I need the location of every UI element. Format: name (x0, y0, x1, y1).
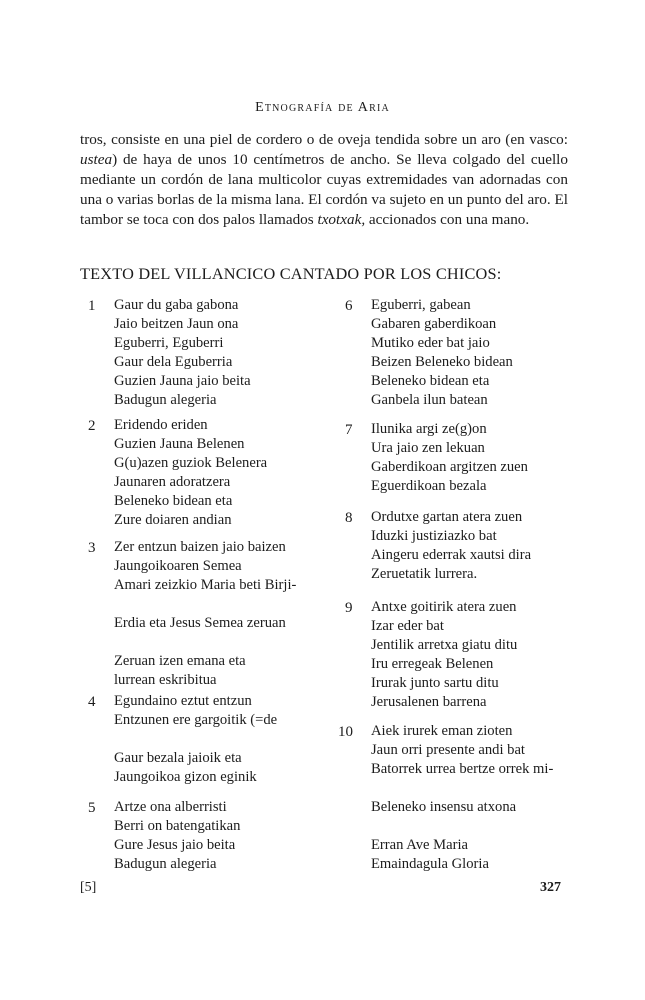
verse-line: Eridendo eriden (114, 417, 208, 433)
verse-line: Beleneko insensu atxona (371, 799, 517, 815)
verse-line: Ura jaio zen lekuan (371, 440, 485, 456)
verse-line: Izar eder bat (371, 618, 444, 634)
verse-number: 6 (345, 298, 353, 314)
verse-line: Gaur du gaba gabona (114, 297, 239, 313)
verse-line: Gaberdikoan argitzen zuen (371, 459, 528, 475)
section-marker: [5] (80, 880, 97, 895)
verse-line: Eguberri, gabean (371, 297, 471, 313)
verse-number: 3 (88, 540, 96, 556)
verse-line: Jaio beitzen Jaun ona (114, 316, 239, 332)
verse-line: Irurak junto sartu ditu (371, 675, 499, 691)
verse-line: Jaunaren adoratzera (114, 474, 231, 490)
verse-line: Zer entzun baizen jaio baizen (114, 539, 286, 555)
verse-line: Aingeru ederrak xautsi dira (371, 547, 532, 563)
verse-line: Beleneko bidean eta (371, 373, 490, 389)
verse-number: 9 (345, 600, 353, 616)
verse-line: Beleneko bidean eta (114, 493, 233, 509)
verse-line: Entzunen ere gargoitik (=de (114, 712, 278, 728)
verse-line: Ilunika argi ze(g)on (371, 421, 487, 437)
verse-number: 1 (88, 298, 96, 314)
verse-line: Jerusalenen barrena (371, 694, 487, 710)
verse-line: Jentilik arretxa giatu ditu (371, 637, 518, 653)
verse-line: Antxe goitirik atera zuen (371, 599, 517, 615)
verse-line: Gaur dela Eguberria (114, 354, 233, 370)
verse-line: Gaur bezala jaioik eta (114, 750, 242, 766)
verse-line: Emaindagula Gloria (371, 856, 489, 872)
verse-line: lurrean eskribitua (114, 672, 217, 688)
verse-line: Erdia eta Jesus Semea zeruan (114, 615, 286, 631)
verse-line: Batorrek urrea bertze orrek mi- (371, 761, 554, 777)
verse-line: Iru erregeak Belenen (371, 656, 494, 672)
verse-line: Mutiko eder bat jaio (371, 335, 490, 351)
page-number: 327 (540, 880, 561, 895)
verse-number: 7 (345, 422, 353, 438)
section-title: TEXTO DEL VILLANCICO CANTADO POR LOS CHICOS: (80, 264, 502, 283)
verse-line: Eguerdikoan bezala (371, 478, 487, 494)
verse-line: Egundaino eztut entzun (114, 693, 252, 709)
verse-line: Badugun alegeria (114, 392, 217, 408)
verse-line: Aiek irurek eman zioten (371, 723, 513, 739)
verse-line: Gabaren gaberdikoan (371, 316, 497, 332)
verse-number: 2 (88, 418, 96, 434)
verse-line: Guzien Jauna Belenen (114, 436, 245, 452)
verse-line: Jaungoikoa gizon eginik (114, 769, 257, 785)
verse-number: 5 (88, 800, 96, 816)
verse-line: G(u)azen guziok Belenera (114, 455, 268, 471)
verse-line: Beizen Beleneko bidean (371, 354, 513, 370)
verse-line: Badugun alegeria (114, 856, 217, 872)
verse-line: Iduzki justiziazko bat (371, 528, 497, 544)
verse-line: Erran Ave Maria (371, 837, 468, 853)
verse-line: Gure Jesus jaio beita (114, 837, 236, 853)
verse-number: 8 (345, 510, 353, 526)
verse-number: 4 (88, 694, 96, 710)
verse-line: Jaungoikoaren Semea (114, 558, 242, 574)
verse-line: Zeruan izen emana eta (114, 653, 246, 669)
verse-line: Zeruetatik lurrera. (371, 566, 478, 582)
verse-line: Guzien Jauna jaio beita (114, 373, 251, 389)
verse-line: Berri on batengatikan (114, 818, 241, 834)
verse-line: Ordutxe gartan atera zuen (371, 509, 523, 525)
verse-line: Zure doiaren andian (114, 512, 232, 528)
running-header: Etnografía de Aria (255, 100, 390, 115)
verse-line: Jaun orri presente andi bat (371, 742, 525, 758)
verse-line: Eguberri, Eguberri (114, 335, 224, 351)
verse-line: Ganbela ilun batean (371, 392, 488, 408)
verse-line: Amari zeizkio Maria beti Birji- (114, 577, 297, 593)
verse-number: 10 (338, 724, 353, 740)
intro-paragraph: tros, consiste en una piel de cordero o de oveja tendida sobre un aro (en vasco: ustea) de haya de unos 10 centímetros de ancho. Se lleva colgado del cuello mediante un cordón de lana multicolor cuyas extremidades van adornadas con una o varias borlas de la misma lana. El cordón va sujeto en un punto del aro. El tambor se toca con dos palos llamados txotxak, accionados con una mano. (80, 131, 568, 228)
verse-line: Artze ona alberristi (114, 799, 227, 815)
